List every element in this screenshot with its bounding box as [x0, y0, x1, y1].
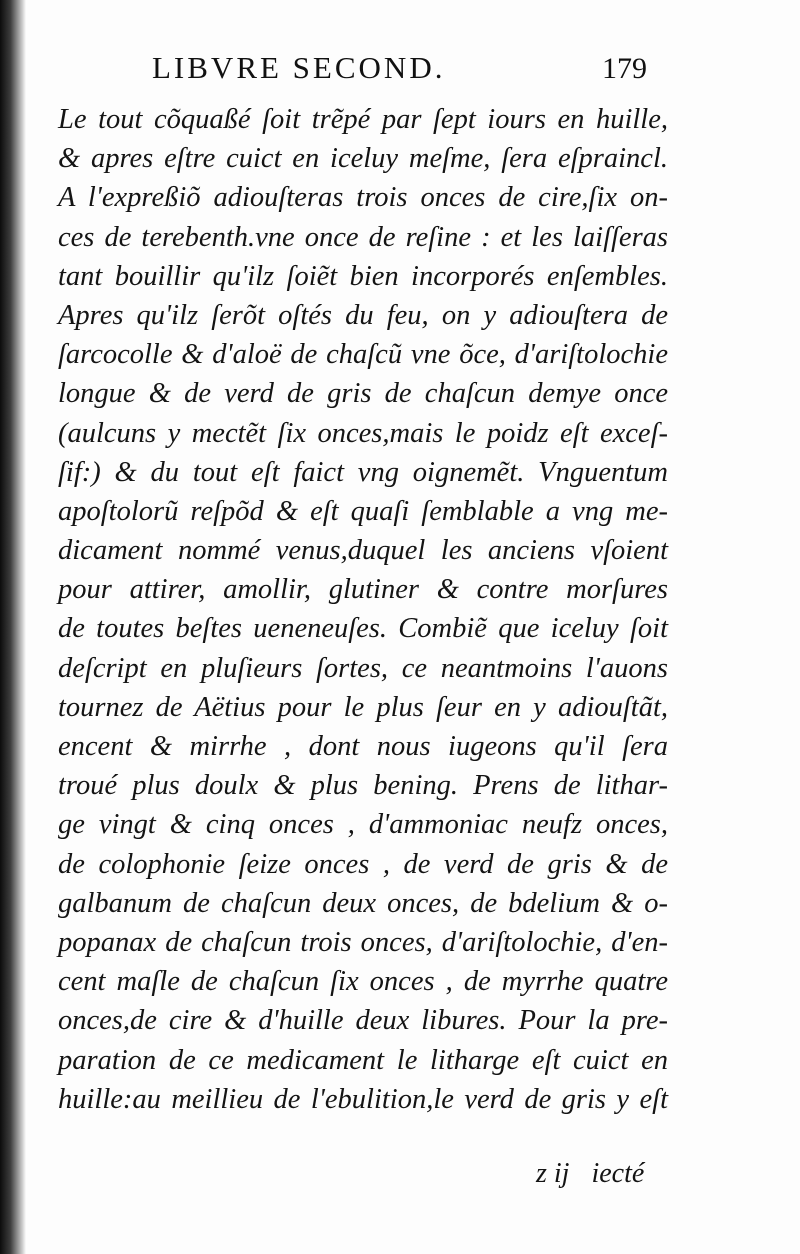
text-line: encent & mirrhe , dont nous iugeons qu'il ſera	[58, 731, 668, 762]
catchword: iecté	[591, 1158, 645, 1189]
body-text	[58, 100, 668, 1119]
text-line: galbanum de chaſcun deux onces, de bdelium & o-	[58, 887, 668, 919]
text-line: Apres qu'ilz ſerõt oſtés du feu, on y adiouſtera de	[58, 299, 668, 331]
text-line: (aulcuns y mectẽt ſix onces,mais le poidz eſt exceſ-	[58, 417, 668, 449]
text-line: tournez de Aëtius pour le plus ſeur en y adiouſtãt,	[58, 691, 668, 723]
text-line: cent maſle de chaſcun ſix onces , de myrrhe quatre	[58, 966, 668, 998]
running-head: LIBVRE SECOND.	[152, 50, 446, 85]
text-line: dicament nommé venus,duquel les anciens vſoient	[58, 535, 668, 567]
scan-edge-shadow	[0, 0, 26, 1254]
text-line: tant bouillir qu'ilz ſoiẽt bien incorporés enſembles.	[58, 260, 668, 292]
page-number: 179	[602, 52, 647, 85]
text-line: longue & de verd de gris de chaſcun demye once	[58, 378, 668, 410]
text-line: deſcript en pluſieurs ſortes, ce neantmoins l'auons	[58, 652, 668, 684]
signature-mark: z ij	[536, 1158, 570, 1189]
text-line: paration de ce medicament le litharge eſt cuict en	[58, 1044, 668, 1076]
text-line: de toutes beſtes ueneneuſes. Combiẽ que iceluy ſoit	[58, 613, 668, 645]
text-line: ge vingt & cinq onces , d'ammoniac neufz onces,	[58, 809, 668, 841]
text-line: huille:au meillieu de l'ebulition,le verd de gris y eſt	[58, 1083, 668, 1115]
text-line: pour attirer, amollir, glutiner & contre morſures	[58, 574, 668, 606]
text-line: ces de terebenth.vne once de reſine : et les laiſſeras	[58, 221, 668, 253]
text-line: popanax de chaſcun trois onces, d'ariſtolochie, d'en-	[58, 926, 668, 958]
text-line: ſif:) & du tout eſt faict vng oignemẽt. Vnguentum	[58, 456, 668, 488]
text-line: onces,de cire & d'huille deux libures. Pour la pre-	[58, 1005, 668, 1037]
page-footer	[536, 1158, 644, 1190]
text-line: A l'expreßiõ adiouſteras trois onces de cire,ſix on-	[58, 182, 668, 214]
text-line: Le tout cõquaßé ſoit trẽpé par ſept iours en huille,	[58, 104, 668, 135]
page-header	[0, 42, 800, 92]
text-line: apoſtolorũ reſpõd & eſt quaſi ſemblable a vng me-	[58, 495, 668, 527]
text-line: & apres eſtre cuict en iceluy meſme, ſera eſpraincl.	[58, 143, 668, 175]
text-line: de colophonie ſeize onces , de verd de gris & de	[58, 848, 668, 880]
text-line: ſarcocolle & d'aloë de chaſcũ vne õce, d'ariſtolochie	[58, 339, 668, 371]
text-line: troué plus doulx & plus bening. Prens de lithar-	[58, 770, 668, 802]
